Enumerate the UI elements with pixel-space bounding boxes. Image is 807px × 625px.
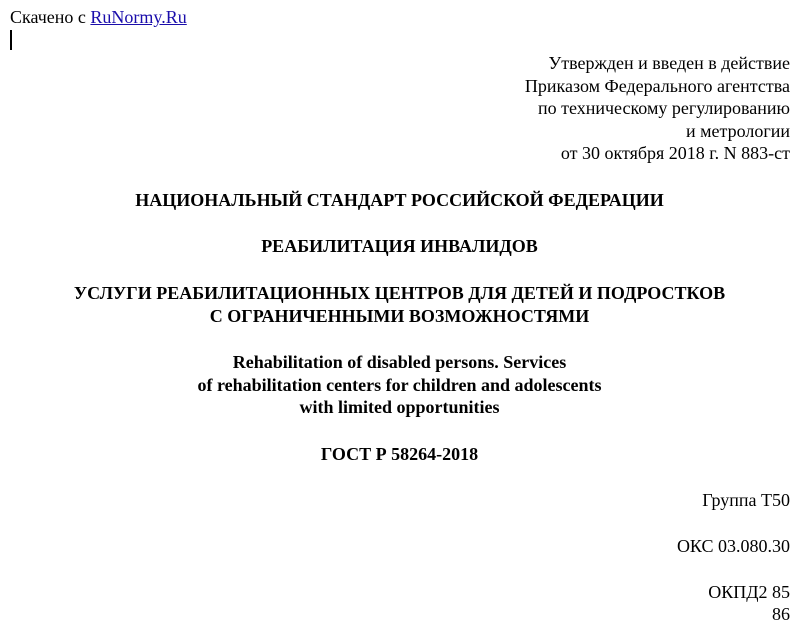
title-main-text: РЕАБИЛИТАЦИЯ ИНВАЛИДОВ: [261, 236, 538, 256]
standard-heading: [0, 189, 799, 212]
approval-line: и метрологии: [686, 120, 790, 141]
title-en-line: Rehabilitation of disabled persons. Services: [232, 352, 567, 372]
heading-text: НАЦИОНАЛЬНЫЙ СТАНДАРТ РОССИЙСКОЙ ФЕДЕРАЦИИ: [135, 190, 664, 210]
title-sub-line: С ОГРАНИЧЕННЫМИ ВОЗМОЖНОСТЯМИ: [209, 305, 590, 326]
text-cursor: [10, 30, 12, 50]
okpd-code: ОКПД2 85: [708, 582, 790, 602]
source-line: [10, 6, 187, 28]
group-code: Группа Т50: [702, 490, 790, 510]
approval-block: [525, 52, 790, 165]
runormy-link[interactable]: RuNormy.Ru: [90, 7, 187, 27]
approval-line: Приказом Федерального агентства: [524, 75, 790, 96]
okpd-code-continued: 86: [772, 604, 790, 624]
standard-number: [0, 443, 799, 466]
source-prefix: Скачено с: [10, 7, 91, 27]
title-sub: [0, 282, 799, 327]
approval-line: по техническому регулированию: [537, 98, 790, 118]
title-en-line: of rehabilitation centers for children and adolescents: [197, 374, 602, 395]
title-english: [0, 351, 799, 419]
title-main: [0, 235, 799, 258]
oks-code: ОКС 03.080.30: [676, 536, 790, 556]
approval-line: от 30 октября 2018 г. N 883-ст: [560, 143, 790, 163]
standard-number-text: ГОСТ Р 58264-2018: [320, 444, 479, 464]
title-en-line: with limited opportunities: [299, 397, 500, 417]
title-sub-line: УСЛУГИ РЕАБИЛИТАЦИОННЫХ ЦЕНТРОВ ДЛЯ ДЕТЕЙ И ПОДРОСТКОВ: [73, 283, 726, 303]
approval-line: Утвержден и введен в действие: [548, 53, 790, 73]
